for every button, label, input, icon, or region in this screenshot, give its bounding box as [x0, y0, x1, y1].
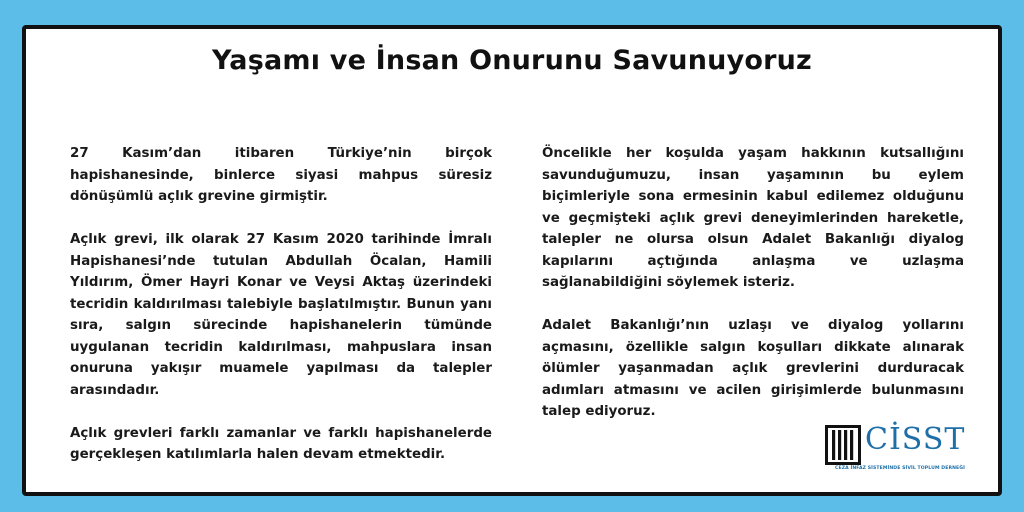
- logo-tagline: CEZA İNFAZ SİSTEMİNDE SİVİL TOPLUM DERNEĞİ: [835, 466, 965, 471]
- logo-name: CİSST: [865, 422, 966, 457]
- left-paragraph-1: 27 Kasım’dan itibaren Türkiye’nin birçok hapishanesinde, binlerce siyasi mahpus süresiz dönüşümlü açlık grevine girmiştir.: [70, 146, 492, 204]
- left-column: [70, 143, 492, 487]
- right-column: [542, 143, 964, 444]
- left-paragraph-3: Açlık grevleri farklı zamanlar ve farklı hapishanelerde gerçekleşen katılımlarla halen devam etmektedir.: [70, 425, 492, 462]
- page-title: Yaşamı ve İnsan Onurunu Savunuyoruz: [212, 45, 812, 76]
- left-paragraph-2: Açlık grevi, ilk olarak 27 Kasım 2020 tarihinde İmralı Hapishanesi’nde tutulan Abdullah Öcalan, Hamili Yıldırım, Ömer Hayri Konar ve Veysi Aktaş üzerindeki tecridin kaldırılması talebiyle başlatılmıştır. Bunun yanı sıra, salgın sürecinde hapishanelerin tümünde uygulanan tecridin kaldırılması, mahpuslara insan onuruna yakışır muamele yapılması da talepler arasındadır.: [70, 232, 492, 398]
- prison-bars-icon: [825, 425, 861, 465]
- right-paragraph-1: Öncelikle her koşulda yaşam hakkının kutsallığını savunduğumuzu, insan yaşamının bu eylem biçimleriyle sona ermesinin kabul edilemez olduğunu ve geçmişteki açlık grevi deneyimlerinden hareketle, talepler ne olursa olsun Adalet Bakanlığı diyalog kapılarını açtığında anlaşma ve uzlaşma sağlanabildiğini söylemek isteriz.: [542, 146, 964, 290]
- right-paragraph-2: Adalet Bakanlığı’nın uzlaşı ve diyalog yollarını açmasını, özellikle salgın koşulları dikkate alınarak ölümler yaşanmadan açlık grevlerini durduracak adımları atmasını ve acilen girişimlerde bulunmasını talep ediyoruz.: [542, 318, 964, 419]
- statement-panel: [22, 25, 1002, 496]
- cisst-logo: [825, 422, 975, 477]
